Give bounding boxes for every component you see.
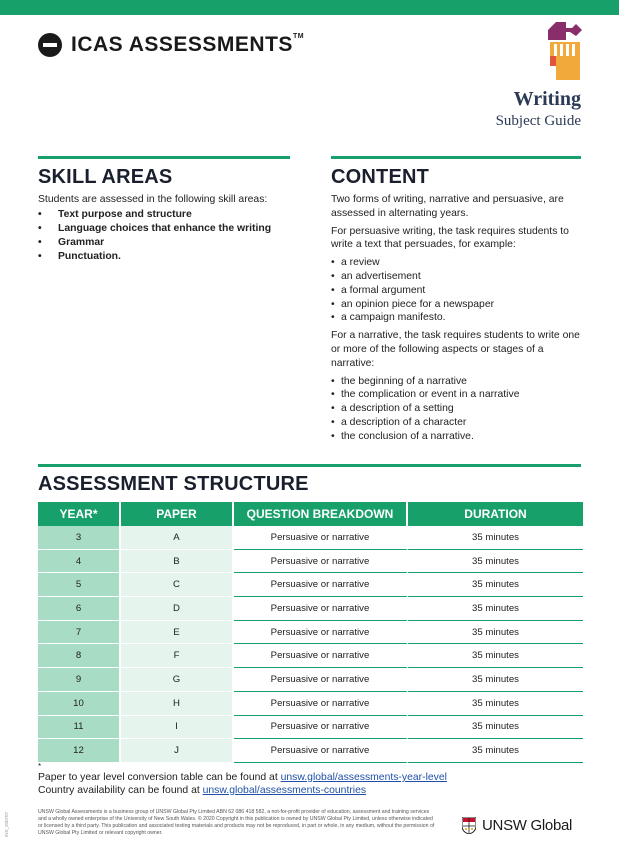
list-item: • the conclusion of a narrative. [331, 430, 581, 444]
table-body [38, 526, 583, 763]
question-breakdown-cell: Persuasive or narrative [234, 526, 408, 550]
year-cell: 10 [38, 692, 121, 716]
skill-areas-rule [38, 156, 290, 159]
year-level-link[interactable]: unsw.global/assessments-year-level [280, 772, 447, 783]
icas-logo-mark-icon [38, 33, 62, 57]
footnote [38, 763, 447, 797]
list-item: • an advertisement [331, 270, 581, 284]
column-header-duration: DURATION [408, 502, 583, 526]
assessment-structure-table [38, 502, 583, 763]
table-header-row [38, 502, 583, 526]
table-row [38, 739, 583, 763]
paper-cell: C [121, 573, 234, 597]
skill-item: • Text purpose and structure [38, 208, 271, 222]
list-item: • a campaign manifesto. [331, 311, 581, 325]
paper-cell: B [121, 550, 234, 574]
duration-cell: 35 minutes [408, 716, 583, 740]
year-cell: 5 [38, 573, 121, 597]
table-row [38, 668, 583, 692]
footnote-line [38, 784, 447, 797]
skill-item: • Punctuation. [38, 250, 271, 264]
content-paragraph: For a narrative, the task requires students to write one or more of the following aspects or stages of a narrative: [331, 330, 580, 369]
legal-notice: UNSW Global Assessments is a business group of UNSW Global Pty Limited ABN 62 086 418 582, a not-for-profit provider of education, assessment and training services and a wholly owned enterprise of the University of New South Wales. © 2020 Copyright in this publication is owned by UNSW Global Pty Limited, unless otherwise indicated or licensed by a third party. This publication and associated testing materials and products may not be reproduced, in part or whole, in any medium, without the permission of UNSW Global Pty Limited or relevant copyright owner. [38, 809, 435, 836]
duration-cell: 35 minutes [408, 739, 583, 763]
question-breakdown-cell: Persuasive or narrative [234, 644, 408, 668]
year-cell: 7 [38, 621, 121, 645]
content-body [331, 193, 581, 448]
column-header-year: YEAR* [38, 502, 121, 526]
duration-cell: 35 minutes [408, 692, 583, 716]
question-breakdown-cell: Persuasive or narrative [234, 692, 408, 716]
content-paragraph: Two forms of writing, narrative and persuasive, are assessed in alternating years. [331, 194, 564, 219]
subject-title: Writing [513, 88, 581, 110]
duration-cell: 35 minutes [408, 526, 583, 550]
year-cell: 3 [38, 526, 121, 550]
assessment-structure-rule [38, 464, 581, 467]
duration-cell: 35 minutes [408, 597, 583, 621]
duration-cell: 35 minutes [408, 644, 583, 668]
paper-cell: E [121, 621, 234, 645]
question-breakdown-cell: Persuasive or narrative [234, 739, 408, 763]
subject-emblem-icon [548, 22, 582, 80]
table-row [38, 550, 583, 574]
column-header-paper: PAPER [121, 502, 234, 526]
top-accent-bar [0, 0, 619, 15]
question-breakdown-cell: Persuasive or narrative [234, 621, 408, 645]
trademark: TM [292, 33, 305, 40]
question-breakdown-cell: Persuasive or narrative [234, 716, 408, 740]
icas-logo [38, 33, 304, 57]
footnote-star: * [38, 762, 42, 771]
paper-cell: H [121, 692, 234, 716]
year-cell: 11 [38, 716, 121, 740]
duration-cell: 35 minutes [408, 573, 583, 597]
assessment-structure-heading: ASSESSMENT STRUCTURE [38, 473, 309, 495]
countries-link[interactable]: unsw.global/assessments-countries [202, 785, 367, 796]
unsw-global-wordmark: UNSW Global [482, 817, 573, 834]
table-row [38, 692, 583, 716]
paper-cell: D [121, 597, 234, 621]
list-item: • a formal argument [331, 284, 581, 298]
paper-cell: F [121, 644, 234, 668]
duration-cell: 35 minutes [408, 668, 583, 692]
question-breakdown-cell: Persuasive or narrative [234, 597, 408, 621]
paper-cell: G [121, 668, 234, 692]
logo-text: ICAS ASSESSMENTS™ [71, 33, 305, 56]
subject-subtitle: Subject Guide [495, 113, 581, 129]
content-rule [331, 156, 581, 159]
table-row [38, 573, 583, 597]
skill-areas-heading: SKILL AREAS [38, 166, 173, 188]
persuasive-examples-list [331, 256, 581, 325]
unsw-crest-icon [462, 817, 476, 834]
column-header-question-breakdown: QUESTION BREAKDOWN [234, 502, 408, 526]
skill-areas-list [38, 208, 271, 264]
list-item: • a description of a character [331, 416, 581, 430]
year-cell: 9 [38, 668, 121, 692]
skill-areas-intro: Students are assessed in the following skill areas: [38, 194, 268, 205]
table-row [38, 621, 583, 645]
list-item: • a description of a setting [331, 402, 581, 416]
question-breakdown-cell: Persuasive or narrative [234, 668, 408, 692]
year-cell: 12 [38, 739, 121, 763]
question-breakdown-cell: Persuasive or narrative [234, 573, 408, 597]
content-heading: CONTENT [331, 166, 430, 188]
paper-cell: I [121, 716, 234, 740]
table-row [38, 716, 583, 740]
footnote-text: Paper to year level conversion table can be found at [38, 772, 281, 783]
table-row [38, 526, 583, 550]
list-item: • the complication or event in a narrative [331, 388, 581, 402]
content-paragraph: For persuasive writing, the task requires students to write a text that persuades, for example: [331, 225, 569, 251]
narrative-aspects-list [331, 375, 581, 444]
skill-item: • Language choices that enhance the writing [38, 222, 271, 236]
skill-item: • Grammar [38, 236, 271, 250]
paper-cell: A [121, 526, 234, 550]
paper-cell: J [121, 739, 234, 763]
table-row [38, 644, 583, 668]
unsw-global-logo [462, 817, 572, 834]
year-cell: 4 [38, 550, 121, 574]
subject-heading [496, 88, 581, 130]
footnote-text: Country availability can be found at [38, 785, 203, 796]
footnote-line [38, 771, 447, 784]
duration-cell: 35 minutes [408, 621, 583, 645]
year-cell: 6 [38, 597, 121, 621]
year-cell: 8 [38, 644, 121, 668]
list-item: • a review [331, 256, 581, 270]
table-row [38, 597, 583, 621]
question-breakdown-cell: Persuasive or narrative [234, 550, 408, 574]
document-code: INS_200707 [4, 812, 9, 838]
duration-cell: 35 minutes [408, 550, 583, 574]
list-item: • an opinion piece for a newspaper [331, 298, 581, 312]
list-item: • the beginning of a narrative [331, 375, 581, 389]
